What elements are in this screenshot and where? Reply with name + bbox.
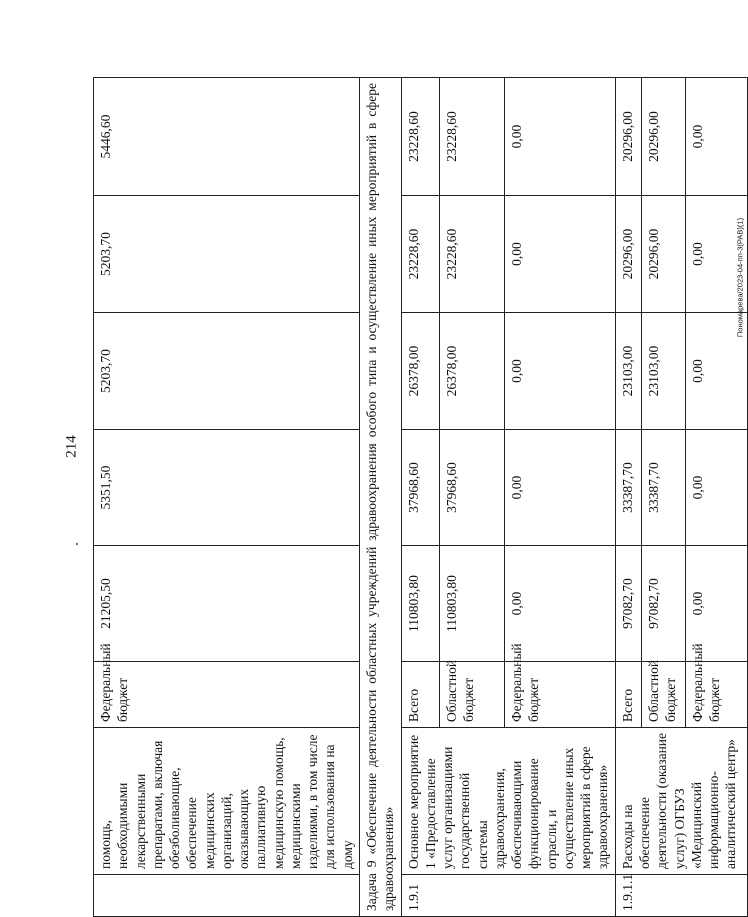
cell-source: Федеральный бюджет [504, 662, 615, 728]
cell-value: 0,00 [685, 430, 747, 546]
cell-value: 0,00 [504, 313, 615, 430]
cell-value: 20296,00 [641, 196, 685, 313]
cell-value: 21205,50 [94, 546, 360, 662]
cell-value: 0,00 [685, 313, 747, 430]
rotated-page [93, 78, 739, 917]
cell-value: 33387,70 [641, 430, 685, 546]
cell-value: 26378,00 [439, 313, 504, 430]
table-row-continuation [94, 78, 360, 917]
cell-code: 1.9.1 [401, 875, 615, 917]
cell-value: 37968,60 [401, 430, 439, 546]
cell-value: 97082,70 [641, 546, 685, 662]
cell-value: 0,00 [685, 78, 747, 196]
page-number: 214 [63, 435, 80, 458]
cell-value: 23228,60 [439, 78, 504, 196]
cell-source: Федеральный бюджет [685, 662, 747, 728]
cell-source: Всего [615, 662, 641, 728]
cell-value: 0,00 [504, 196, 615, 313]
cell-value: 26378,00 [401, 313, 439, 430]
table-row [401, 78, 439, 917]
cell-value: 33387,70 [615, 430, 641, 546]
cell-value: 23103,00 [615, 313, 641, 430]
task-heading: Задача 9 «Обеспечение деятельности областных учреждений здравоохранения особого типа и осуществление иных мероприятий в сфере здравоохранения» [359, 78, 401, 917]
budget-table [93, 77, 748, 917]
cell-value: 23228,60 [439, 196, 504, 313]
cell-value: 5446,60 [94, 78, 360, 196]
cell-value: 20296,00 [615, 78, 641, 196]
cell-value: 5203,70 [94, 196, 360, 313]
cell-value: 110803,80 [401, 546, 439, 662]
cell-name: Основное мероприятие 1 «Предоставление услуг организациями государственной системы здравоохранения, обеспечивающими функционирование отрасли, и осуществление иных мероприятий в сфере здравоохранения» [401, 728, 615, 875]
cell-source: Федеральный бюджет [94, 662, 360, 728]
cell-value: 0,00 [504, 430, 615, 546]
cell-value: 20296,00 [615, 196, 641, 313]
cell-name: Расходы на обеспечение деятельности (оказание услуг) ОГБУЗ «Медицинский информационно-аналитический центр» [615, 728, 747, 875]
cell-value: 110803,80 [439, 546, 504, 662]
cell-value: 23228,60 [401, 196, 439, 313]
margin-dot [76, 543, 78, 545]
cell-value: 20296,00 [641, 78, 685, 196]
table-row-task [359, 78, 401, 917]
cell-source: Областной бюджет [439, 662, 504, 728]
document-stamp: Пономарева/2023-04-пп-3(РАВ)(1) [735, 217, 745, 338]
cell-value: 0,00 [685, 546, 747, 662]
cell-value: 0,00 [685, 196, 747, 313]
cell-value: 0,00 [504, 78, 615, 196]
cell-name: помощь, необходимыми лекарственными препаратами, включая обезболивающие, обеспечение медицинских организаций, оказывающих паллиативную медицинскую помощь, медицинскими изделиями, в том числе для использования на дому [94, 728, 360, 875]
cell-source: Всего [401, 662, 439, 728]
cell-code [94, 875, 360, 917]
cell-code: 1.9.1.1 [615, 875, 747, 917]
cell-source: Областной бюджет [641, 662, 685, 728]
cell-value: 23228,60 [401, 78, 439, 196]
cell-value: 23103,00 [641, 313, 685, 430]
cell-value: 5351,50 [94, 430, 360, 546]
cell-value: 37968,60 [439, 430, 504, 546]
cell-value: 5203,70 [94, 313, 360, 430]
cell-value: 97082,70 [615, 546, 641, 662]
table-row [615, 78, 641, 917]
cell-value: 0,00 [504, 546, 615, 662]
